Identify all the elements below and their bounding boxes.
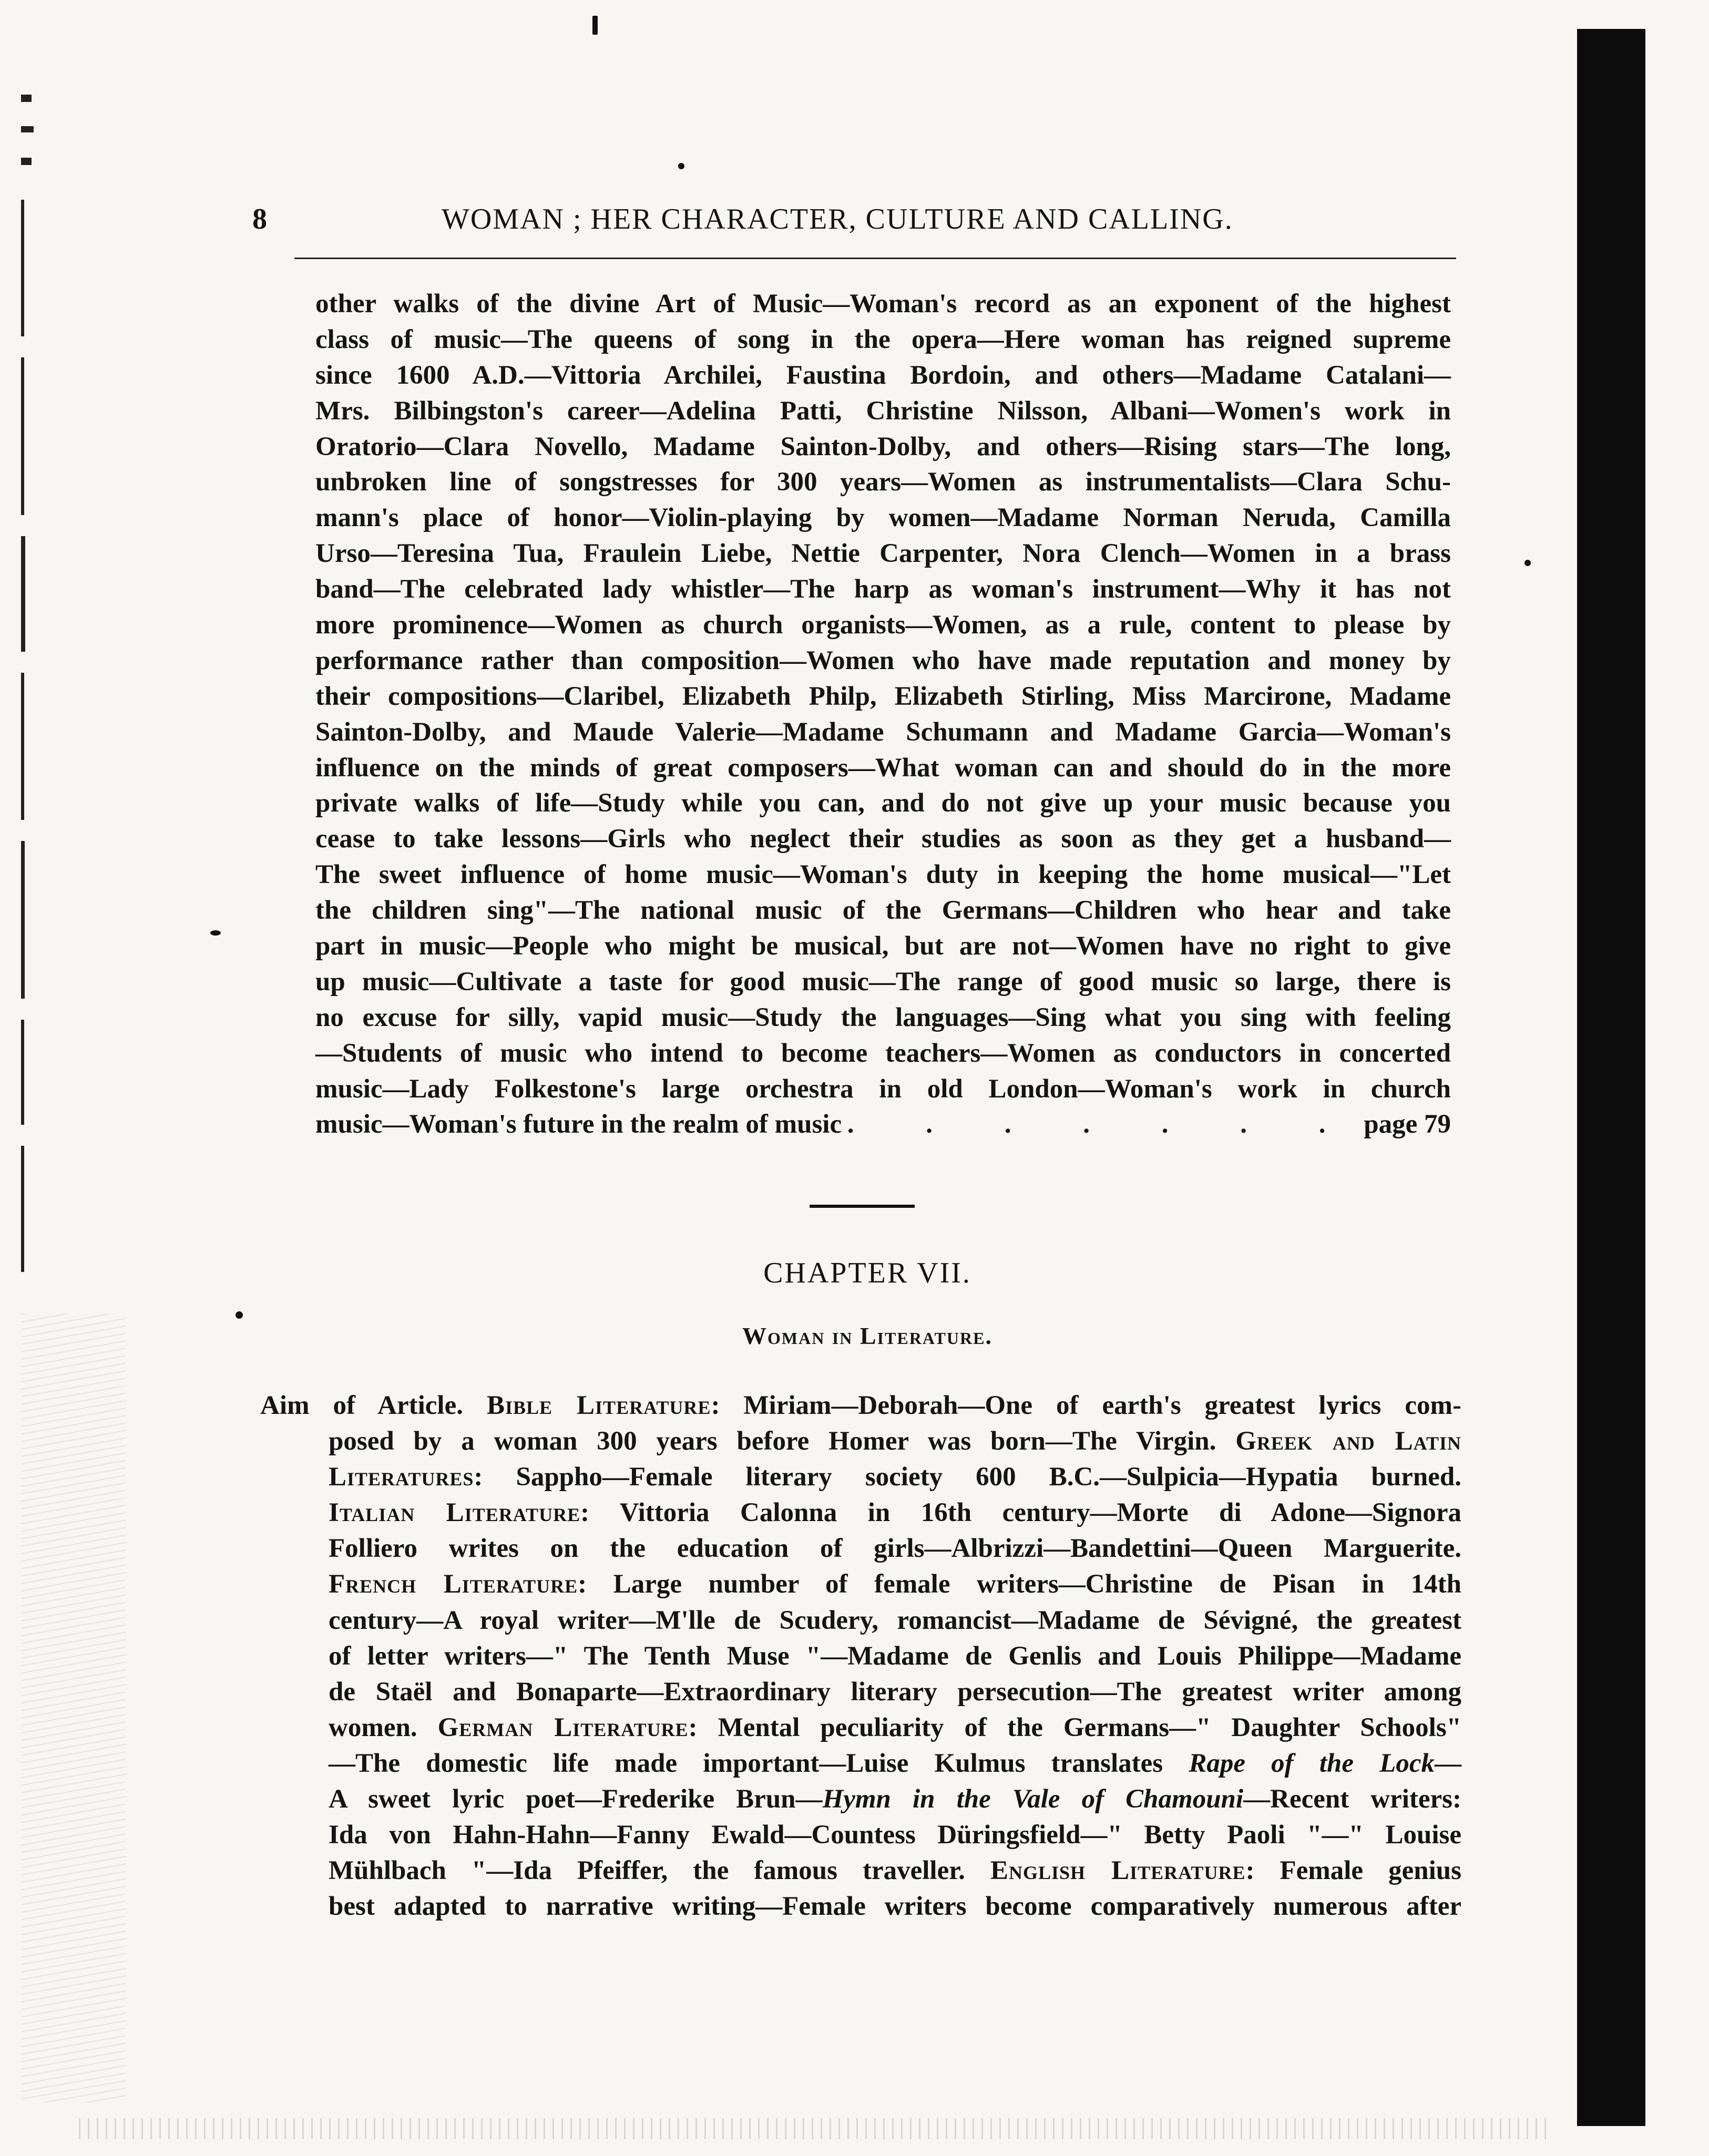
synopsis-line: since 1600 A.D.—Vittoria Archilei, Faustina Bordoin, and others—Madame Catalani— [315, 360, 1451, 390]
synopsis-last-line [315, 1107, 1451, 1143]
page-reference: page 79 [1364, 1110, 1451, 1139]
section-heading-smallcaps: French Literature [329, 1569, 578, 1599]
synopsis-line: more prominence—Women as church organists—Women, as a rule, content to please by [315, 610, 1451, 640]
speck [236, 1311, 243, 1319]
synopsis-line: private walks of life—Study while you can, and do not give up your music because you [315, 788, 1451, 818]
synopsis-line: cease to take lessons—Girls who neglect their studies as soon as they get a husband— [315, 824, 1451, 854]
synopsis-line: band—The celebrated lady whistler—The harp as woman's instrument—Why it has not [315, 574, 1451, 604]
running-head [252, 202, 1461, 250]
synopsis-text: Mühlbach "—Ida Pfeiffer, the famous traveller. [329, 1856, 990, 1886]
chapter-synopsis-line [260, 1674, 1461, 1710]
synopsis-text: : Sappho—Female literary society 600 B.C.—Sulpicia—Hypatia burned. [474, 1462, 1461, 1492]
synopsis-text: Folliero writes on the education of girls—Albrizzi—Bandettini—Queen Marguerite. [329, 1534, 1461, 1564]
synopsis-line: unbroken line of songstresses for 300 years—Women as instrumentalists—Clara Schu- [315, 467, 1451, 497]
synopsis-text: : Miriam—Deborah—One of earth's greatest lyrics com- [711, 1391, 1461, 1420]
synopsis-text: : Mental peculiarity of the Germans—" Daughter Schools" [688, 1712, 1461, 1742]
section-heading-smallcaps: German Literature [437, 1712, 689, 1742]
synopsis-text: —The domestic life made important—Luise Kulmus translates [329, 1748, 1189, 1778]
scan-noise-bottom [79, 2118, 1551, 2139]
chapter-subtitle: Woman in Literature. [742, 1322, 992, 1349]
speck [592, 16, 598, 35]
section-heading-smallcaps: Greek and Latin [1235, 1426, 1462, 1456]
chapter-synopsis-line [260, 1603, 1461, 1638]
synopsis-last-text: music—Woman's future in the realm of music [315, 1110, 842, 1139]
synopsis-line: Mrs. Bilbingston's career—Adelina Patti, Christine Nilsson, Albani—Women's work in [315, 396, 1451, 426]
synopsis-text: posed by a woman 300 years before Homer was born—The Virgin. [329, 1426, 1236, 1456]
synopsis-text: Ida von Hahn-Hahn—Fanny Ewald—Countess Düringsfield—" Betty Paoli "—" Louise [329, 1820, 1461, 1850]
speck [1524, 560, 1531, 566]
chapter-vi-synopsis [315, 286, 1451, 1143]
chapter-synopsis-line [260, 1638, 1461, 1674]
synopsis-text: century—A royal writer—M'lle de Scudery, romancist—Madame de Sévigné, the greatest [329, 1605, 1461, 1635]
chapter-synopsis-line [260, 1423, 1461, 1459]
synopsis-text: — [1434, 1748, 1461, 1778]
synopsis-text: : Large number of female writers—Christine de Pisan in 14th [578, 1569, 1461, 1599]
synopsis-line: no excuse for silly, vapid music—Study the languages—Sing what you sing with feeling [315, 1002, 1451, 1032]
synopsis-text: : Vittoria Calonna in 16th century—Morte di Adone—Signora [580, 1498, 1461, 1528]
chapter-title: CHAPTER VII. [763, 1257, 971, 1289]
synopsis-line: up music—Cultivate a taste for good music—The range of good music so large, there is [315, 967, 1451, 997]
synopsis-text: women. [329, 1712, 438, 1742]
synopsis-line: mann's place of honor—Violin-playing by women—Madame Norman Neruda, Camilla [315, 503, 1451, 533]
synopsis-text: : Female genius [1245, 1856, 1461, 1886]
synopsis-text: —Recent writers: [1243, 1784, 1461, 1814]
synopsis-line: the children sing"—The national music of the Germans—Children who hear and take [315, 896, 1451, 926]
scan-noise-left [21, 1314, 126, 2102]
section-heading-smallcaps: Bible Literature [486, 1391, 711, 1420]
synopsis-line: The sweet influence of home music—Woman's duty in keeping the home musical—"Let [315, 860, 1451, 890]
leader-dots: . . . . . . . [847, 1110, 1358, 1139]
chapter-synopsis-line [260, 1459, 1461, 1495]
chapter-synopsis-line [260, 1495, 1461, 1531]
chapter-synopsis-line [260, 1531, 1461, 1566]
chapter-synopsis-line [260, 1746, 1461, 1781]
synopsis-line: Sainton-Dolby, and Maude Valerie—Madame Schumann and Madame Garcia—Woman's [315, 717, 1451, 747]
synopsis-line: class of music—The queens of song in the opera—Here woman has reigned supreme [315, 324, 1451, 354]
chapter-synopsis-line [260, 1566, 1461, 1602]
section-heading-smallcaps: English Literature [990, 1856, 1246, 1886]
synopsis-line: music—Lady Folkestone's large orchestra in old London—Woman's work in church [315, 1074, 1451, 1104]
section-divider [810, 1205, 915, 1208]
scan-edge-shadow [1577, 29, 1645, 2126]
synopsis-line: other walks of the divine Art of Music—Woman's record as an exponent of the highest [315, 289, 1451, 319]
synopsis-line: Oratorio—Clara Novello, Madame Sainton-Dolby, and others—Rising stars—The long, [315, 432, 1451, 461]
synopsis-line: —Students of music who intend to become teachers—Women as conductors in concerted [315, 1038, 1451, 1068]
synopsis-line: Urso—Teresina Tua, Fraulein Liebe, Nettie Carpenter, Nora Clench—Women in a brass [315, 539, 1451, 569]
synopsis-line: their compositions—Claribel, Elizabeth Philp, Elizabeth Stirling, Miss Marcirone, Madame [315, 681, 1451, 711]
synopsis-line: performance rather than composition—Women who have made reputation and money by [315, 645, 1451, 675]
italic-title: Rape of the Lock [1189, 1748, 1435, 1778]
chapter-synopsis-line [260, 1781, 1461, 1817]
italic-title: Hymn in the Vale of Chamouni [822, 1784, 1244, 1814]
chapter-synopsis-line [260, 1388, 1461, 1423]
synopsis-line: part in music—People who might be musical, but are not—Women have no right to give [315, 931, 1451, 961]
synopsis-text: de Staël and Bonaparte—Extraordinary literary persecution—The greatest writer among [329, 1677, 1461, 1707]
synopsis-text: A sweet lyric poet—Frederike Brun— [329, 1784, 823, 1814]
synopsis-text: of letter writers—" The Tenth Muse "—Madame de Genlis and Louis Philippe—Madame [329, 1641, 1461, 1671]
synopsis-text: Aim of Article. [260, 1391, 487, 1420]
section-heading-smallcaps: Italian Literature [329, 1498, 581, 1528]
synopsis-text: best adapted to narrative writing—Female writers become comparatively numerous after [329, 1892, 1461, 1922]
chapter-vii-synopsis [260, 1388, 1461, 1924]
chapter-synopsis-line [260, 1710, 1461, 1746]
speck [210, 930, 221, 936]
chapter-synopsis-line [260, 1817, 1461, 1853]
chapter-synopsis-line [260, 1853, 1461, 1888]
speck [678, 163, 684, 169]
chapter-synopsis-line [260, 1888, 1461, 1924]
running-title: WOMAN ; HER CHARACTER, CULTURE AND CALLING. [442, 203, 1233, 235]
header-rule [294, 258, 1456, 259]
binding-marks [21, 95, 58, 1303]
synopsis-line: influence on the minds of great composers—What woman can and should do in the more [315, 753, 1451, 783]
page-number: 8 [252, 203, 267, 235]
section-heading-smallcaps: Literatures [329, 1462, 474, 1492]
